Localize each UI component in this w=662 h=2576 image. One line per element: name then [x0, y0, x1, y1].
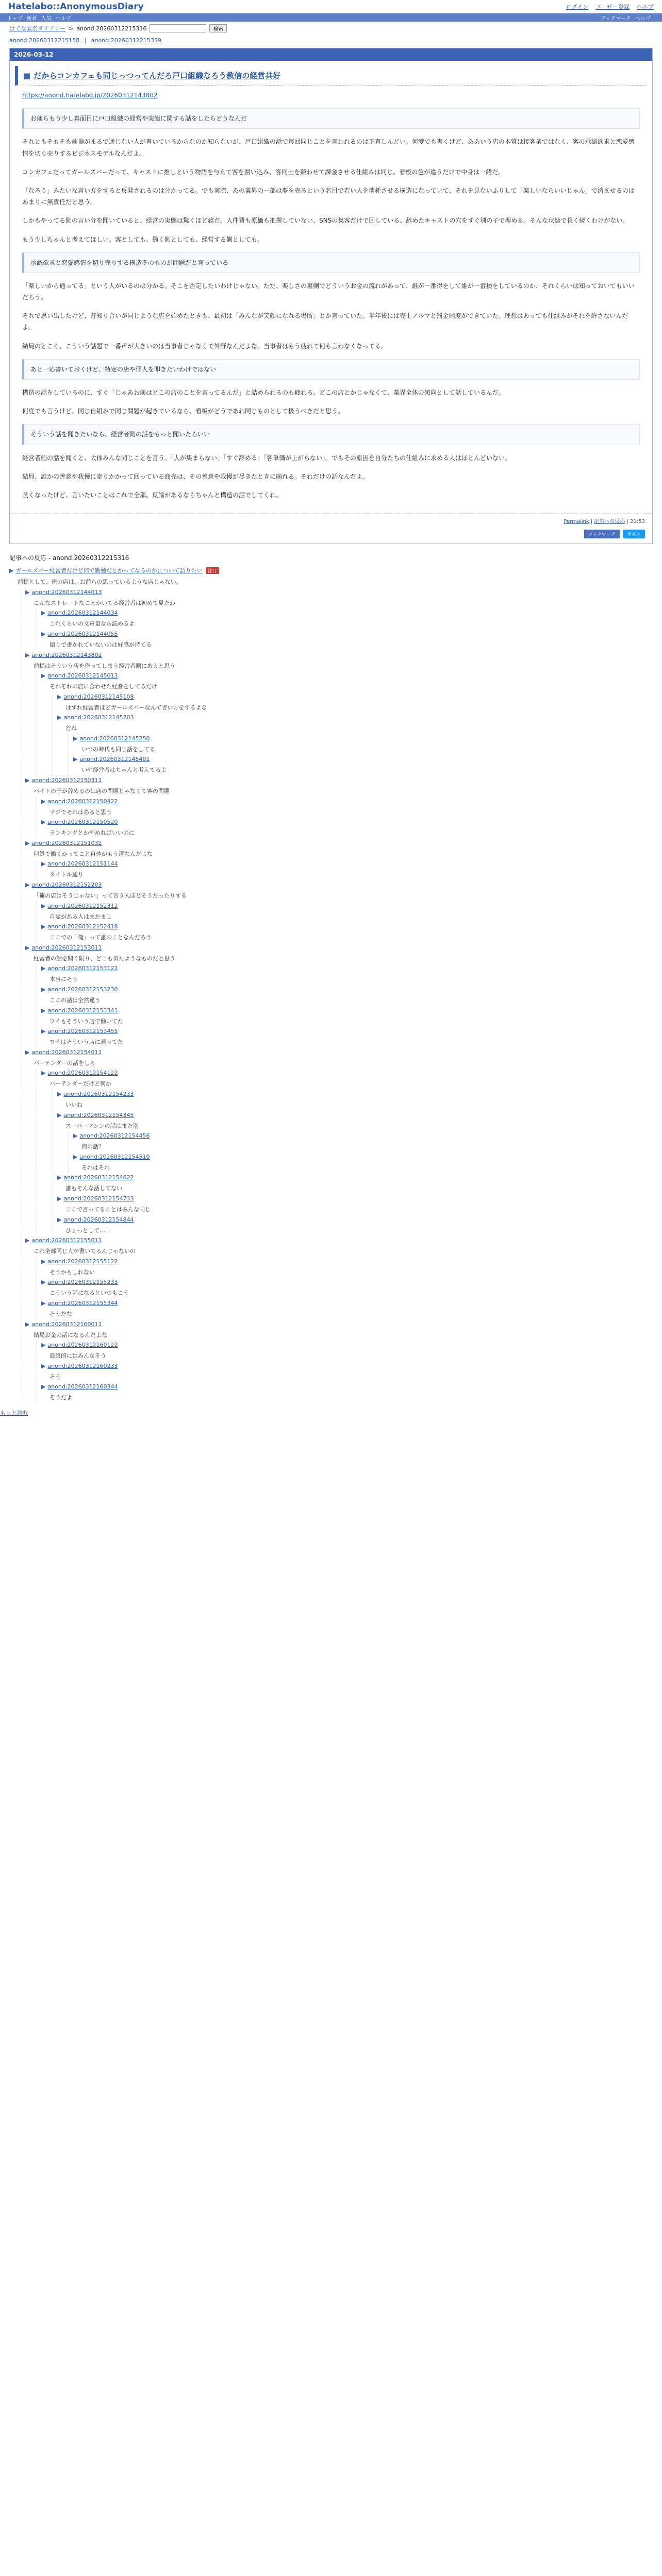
comment-body: 最終的にはみんなそう	[49, 1352, 106, 1360]
comment-header	[41, 922, 653, 932]
article-paragraph: 「楽しいから通ってる」という人がいるのは分かる。そこを否定したいわけじゃない。ただ、楽しさの裏側でどういうお金の流れがあって、誰が一番得をして誰が一番損をしているのか、それくらいは知っておいてもいいだろう。	[22, 282, 635, 301]
comment-bullet-icon: ▶	[41, 609, 46, 617]
comment-item	[41, 1278, 653, 1299]
comment-header	[25, 880, 653, 890]
comment-author-link[interactable]: anond:20260312153341	[47, 1007, 118, 1014]
comment-bullet-icon: ▶	[41, 986, 46, 993]
comment-header	[57, 1215, 653, 1225]
comment-replies	[69, 1131, 653, 1173]
comment-author-link[interactable]: anond:20260312153011	[31, 944, 102, 951]
article-paragraph: 結局のところ、こういう話題で一番声が大きいのは当事者じゃなくて外野なんだよな。当事者はもう疲れて何も言わなくなってる。	[22, 342, 388, 350]
comment-body: 偏りで書かれていないのは好感が持てる	[49, 641, 152, 648]
comment-replies	[21, 588, 653, 1403]
comment-author-link[interactable]: anond:20260312150520	[47, 819, 118, 826]
comment-item	[41, 671, 653, 776]
comment-bullet-icon: ▶	[41, 1342, 46, 1349]
nav-item-popular[interactable]: 人気	[41, 15, 52, 22]
comment-header	[25, 588, 653, 598]
comment-item	[73, 1131, 653, 1153]
comment-header	[41, 964, 653, 974]
comment-body: こんなストレートなことかいてる経営者は初めて見たわ	[34, 599, 175, 606]
comment-item	[41, 1006, 653, 1027]
comment-author-link[interactable]: anond:20260312144055	[47, 630, 118, 637]
comment-author-link[interactable]: anond:20260312152418	[47, 923, 118, 930]
comment-replies	[37, 1069, 653, 1236]
comment-header	[41, 1341, 653, 1350]
comment-author-link[interactable]: anond:20260312155233	[47, 1279, 118, 1286]
comment-bullet-icon: ▶	[41, 672, 46, 680]
top-link-register[interactable]: ユーザー登録	[595, 3, 630, 10]
comment-author-link[interactable]: anond:20260312153455	[47, 1028, 118, 1035]
comment-author-link[interactable]: anond:20260312145250	[79, 735, 150, 742]
comment-header	[25, 839, 653, 849]
comment-item	[73, 1153, 653, 1174]
comment-item	[41, 859, 653, 880]
comment-bullet-icon: ▶	[73, 735, 78, 742]
comment-replies	[53, 692, 653, 776]
comment-header	[57, 1194, 653, 1204]
article-quote-text: 承認欲求と恋愛感情を切り売りする構造そのものが問題だと言っている	[30, 259, 229, 266]
comment-bullet-icon: ▶	[73, 1132, 78, 1140]
comment-body: 何の話？	[81, 1143, 104, 1150]
comment-author-link[interactable]: anond:20260312160233	[47, 1362, 118, 1369]
entry-pager	[0, 35, 662, 48]
comment-author-link[interactable]: anond:20260312154844	[63, 1216, 134, 1223]
comment-header	[41, 608, 653, 618]
comment-item	[41, 902, 653, 923]
comment-header	[41, 1362, 653, 1371]
comment-header	[73, 734, 653, 744]
comment-body: いいね	[65, 1101, 82, 1108]
comment-header	[25, 776, 653, 786]
comment-author-link[interactable]: anond:20260312154733	[63, 1195, 134, 1202]
comment-body: ここでの「俺」って誰のことなんだろう	[49, 934, 152, 941]
comment-author-link[interactable]: anond:20260312145203	[63, 714, 134, 721]
comment-replies	[37, 797, 653, 839]
nav-right-bookmark[interactable]: ブックマーク	[600, 15, 631, 22]
comment-item	[41, 1362, 653, 1383]
comment-header	[41, 1278, 653, 1287]
comment-bullet-icon: ▶	[25, 777, 30, 784]
comment-bullet-icon: ▶	[41, 902, 46, 909]
comment-item	[57, 1090, 653, 1111]
comment-item	[25, 588, 653, 651]
comment-item	[25, 839, 653, 880]
comment-replies	[37, 1341, 653, 1403]
comment-body: ワイはそういう店に通ってた	[49, 1039, 123, 1046]
comment-item	[41, 608, 653, 630]
comment-item	[57, 1215, 653, 1236]
comment-bullet-icon: ▶	[41, 1362, 46, 1369]
comment-item	[25, 880, 653, 943]
top-link-login[interactable]: ログイン	[566, 3, 588, 10]
comment-item	[41, 630, 653, 651]
comment-replies	[37, 671, 653, 776]
comment-body: ランキングとかやめればいいのに	[49, 829, 135, 837]
article-quote	[22, 359, 640, 380]
comment-author-link[interactable]: anond:20260312145401	[79, 756, 150, 763]
comment-bullet-icon: ▶	[41, 860, 46, 868]
comment-bullet-icon: ▶	[41, 819, 46, 826]
nav-item-top[interactable]: トップ	[7, 15, 23, 22]
comment-author-link[interactable]: anond:20260312154510	[79, 1153, 150, 1160]
comment-header	[73, 755, 653, 765]
breadcrumb-separator: >	[69, 25, 74, 32]
comment-body: そう	[49, 1373, 61, 1380]
nav-right-help[interactable]: ヘルプ	[635, 15, 651, 22]
comment-author-link[interactable]: anond:20260312153122	[47, 965, 118, 972]
comment-author-link[interactable]: anond:20260312155011	[31, 1237, 102, 1244]
comment-author-link[interactable]: anond:20260312152312	[47, 902, 118, 909]
reactions-link[interactable]: 記事への反応	[594, 519, 625, 525]
comment-header	[41, 1027, 653, 1037]
comment-header	[9, 565, 653, 577]
pager-separator: |	[84, 37, 87, 44]
article-paragraph: 経営者側の話を聞くと、大体みんな同じことを言う。「人が集まらない」「すぐ辞める」「客単価が上がらない」。でもその原因を自分たちの仕組みに求める人はほとんどいない。	[22, 454, 511, 462]
search-button[interactable]: 検索	[209, 24, 227, 32]
more-comments-link[interactable]: もっと読む	[0, 1409, 28, 1416]
comment-author-link[interactable]: anond:20260312154233	[63, 1090, 134, 1097]
comment-body: そうだよ	[49, 1394, 72, 1401]
comment-author-link[interactable]: anond:20260312144013	[31, 588, 102, 596]
nav-item-help[interactable]: ヘルプ	[55, 15, 71, 22]
comment-bullet-icon: ▶	[9, 567, 14, 574]
comment-item	[41, 1341, 653, 1362]
comment-bullet-icon: ▶	[25, 651, 30, 658]
site-logo[interactable]: Hatelabo::AnonymousDiary	[8, 1, 144, 12]
comment-bullet-icon: ▶	[57, 1195, 62, 1202]
comment-header	[41, 1257, 653, 1267]
comment-header	[57, 713, 653, 723]
comment-replies	[37, 859, 653, 880]
article-paragraphs	[22, 108, 640, 501]
bookmark-share-button[interactable]: ブックマーク	[584, 530, 620, 538]
comment-body: タイトル通り	[49, 871, 84, 878]
comment-body: 前提として、俺の店は、お前らの思っているような店じゃない。	[18, 579, 182, 586]
comment-author-link[interactable]: anond:20260312154345	[63, 1111, 134, 1118]
prev-entry-link[interactable]: anond:20260312215158	[9, 37, 80, 44]
article-paragraph: 構造の話をしているのに、すぐ「じゃあお前はどこの店のことを言ってるんだ」と詰められるのも疲れる。どこの店とかじゃなくて、業界全体の傾向として話しているんだ。	[22, 389, 505, 396]
comment-bullet-icon: ▶	[57, 1090, 62, 1097]
comment-body: ひょっとして……	[65, 1227, 111, 1234]
comment-bullet-icon: ▶	[41, 1028, 46, 1035]
comment-body: これ全部同じ人が書いてるんじゃないの	[34, 1248, 136, 1255]
comment-item	[41, 985, 653, 1006]
next-entry-link[interactable]: anond:20260312215359	[91, 37, 161, 44]
article-paragraph: コンカフェだってガールズバーだって、キャストに推しという物語を与えて客を囲い込み、客同士を競わせて課金させる仕組みは同じ。看板の色が違うだけで中身は一緒だ。	[22, 168, 505, 176]
comment-body: 何処で働くかってこと自体がもう運なんだよな	[34, 850, 153, 857]
comment-author-link[interactable]: ガールズバー経営者だけど何で勤勉だとかってなるのかについて語りたい	[15, 567, 203, 574]
comment-body: いや経営者はちゃんと考えてるよ	[81, 767, 167, 774]
comment-header	[41, 1382, 653, 1392]
comment-bullet-icon: ▶	[25, 944, 30, 951]
comment-body: それはそれ	[81, 1164, 110, 1171]
comment-header	[41, 797, 653, 807]
comment-body: 本当にそう	[49, 976, 78, 983]
comment-author-link[interactable]: anond:20260312145013	[47, 672, 118, 680]
comment-author-link[interactable]: anond:20260312154456	[79, 1132, 150, 1140]
article-paragraph: 「なろう」みたいな言い方をすると反発されるのは分かってる。でも実際、あの業界の一部は夢を売るという名目で若い人を消耗させる構造になっていて、それを見ないふりして「楽しいならいいじゃん」で済ませるのはあまりに無責任だと思う。	[22, 187, 635, 206]
source-link[interactable]: https://anond.hatelabo.jp/20260312143802	[22, 92, 158, 99]
comment-item	[41, 964, 653, 985]
comment-bullet-icon: ▶	[57, 693, 62, 700]
article-quote	[22, 252, 640, 273]
permalink-link[interactable]: Permalink	[564, 519, 589, 525]
comment-bullet-icon: ▶	[41, 923, 46, 930]
comment-bullet-icon: ▶	[25, 882, 30, 889]
share-row	[10, 528, 652, 544]
comment-header	[41, 1299, 653, 1309]
article-quote-text: そういう話を聞きたいなら、経営者側の話をもっと聞いたらいい	[30, 431, 210, 438]
comment-bullet-icon: ▶	[41, 1070, 46, 1077]
comment-bullet-icon: ▶	[41, 1007, 46, 1014]
article-paragraph: しかもやってる側の言い分を聞いていると、経営の実態は驚くほど雑だ。人件費も原価も把握していない、SNSの集客だけで回している、辞めたキャストの穴をすぐ別の子で埋める。そんな状態で長く続くわけがない。	[22, 217, 629, 225]
comment-bullet-icon: ▶	[73, 756, 78, 763]
top-link-help[interactable]: ヘルプ	[637, 3, 654, 10]
comment-item	[9, 565, 653, 1403]
comment-bullet-icon: ▶	[57, 1111, 62, 1118]
comment-header	[25, 1236, 653, 1246]
comment-body: ここの話は全然違う	[49, 997, 101, 1004]
post-time: 21:53	[630, 519, 645, 525]
comment-badge: 注目	[206, 567, 219, 574]
comment-body: バイトの子が辞めるのは店の問題じゃなくて客の問題	[34, 788, 170, 795]
article-quote	[22, 108, 640, 129]
comment-item	[41, 1027, 653, 1048]
comment-author-link[interactable]: anond:20260312160122	[47, 1342, 118, 1349]
comment-bullet-icon: ▶	[41, 798, 46, 805]
comment-bullet-icon: ▶	[41, 630, 46, 637]
comment-body: ワイもそういう店で働いてた	[49, 1018, 123, 1025]
comment-item	[41, 818, 653, 839]
comment-body: それぞれの店に合わせた経営をしてるだけ	[49, 683, 157, 690]
comment-body: スーパーマシンの話はまた別	[65, 1122, 139, 1129]
comment-bullet-icon: ▶	[25, 1237, 30, 1244]
comment-author-link[interactable]: anond:20260312155344	[47, 1299, 118, 1307]
comments-more	[0, 1409, 662, 1417]
comment-bullet-icon: ▶	[41, 965, 46, 972]
comment-item	[41, 1069, 653, 1236]
comment-item	[41, 797, 653, 818]
comment-body: いつの時代も同じ話をしてる	[81, 745, 155, 753]
article-title-block	[15, 66, 647, 86]
comment-body: 結局お金の話になるんだよな	[34, 1331, 107, 1338]
comment-header	[73, 1153, 653, 1162]
article-paragraph: それで思い出したけど、昔知り合いが同じような店を始めたときも、最初は「みんなが笑顔になれる場所」とか言っていた。半年後には売上ノルマと罰金制度ができていた。理想はあっても仕組みがそれを許さないんだよ。	[22, 312, 628, 331]
comment-body: はずれ経営者ほどガールズバーなんて言い方をするよな	[65, 704, 207, 711]
comment-body: 誰もそんな話してない	[65, 1185, 122, 1192]
comment-author-link[interactable]: anond:20260312151032	[31, 839, 102, 846]
comment-header	[57, 1090, 653, 1099]
comment-bullet-icon: ▶	[57, 1174, 62, 1181]
comment-header	[25, 651, 653, 660]
comment-item	[25, 943, 653, 1048]
comment-replies	[37, 608, 653, 650]
comment-bullet-icon: ▶	[57, 714, 62, 721]
comment-author-link[interactable]: anond:20260312155122	[47, 1258, 118, 1265]
comment-bullet-icon: ▶	[41, 1258, 46, 1265]
comment-item	[25, 1048, 653, 1236]
comment-bullet-icon: ▶	[25, 588, 30, 596]
nav-bar	[0, 13, 662, 22]
article-quote-text: お前らもう少し真面目に戸口組織の経営や実態に関する話をしたらどうなんだ	[30, 115, 247, 123]
comment-header	[57, 692, 653, 702]
article-paragraph: それともそもそも前提がまるで通じない人が書いているからなのか知らないが、戸口組織の話で毎回同じことを言われるのは正直しんどい。何度でも書くけど、ああいう店の本質は接客業ではなく、客の承認欲求と恋愛感情を切り売りするビジネスモデルなんだよ。	[22, 138, 635, 157]
comment-author-link[interactable]: anond:20260312154622	[63, 1174, 134, 1181]
comment-body: 経営者の話を聞く限り、どこも似たようなものだと思う	[34, 955, 175, 962]
comment-body: 「俺の店はそうじゃない」って言う人ほどそうだったりする	[34, 892, 187, 900]
comment-body: バーテンダーの話をしろ	[34, 1059, 96, 1066]
article-paragraph: もう少しちゃんと考えてほしい。客としても、働く側としても、経営する側としても。	[22, 235, 264, 243]
nav-item-new[interactable]: 新着	[26, 15, 37, 22]
article-body	[10, 90, 652, 513]
comment-header	[41, 1069, 653, 1078]
comment-header	[25, 943, 653, 953]
comment-item	[41, 1382, 653, 1403]
article	[9, 48, 653, 544]
article-paragraph: 長くなったけど、言いたいことはこれで全部。反論があるならちゃんと構造の話でしてくれ。	[22, 491, 283, 499]
comment-author-link[interactable]: anond:20260312153230	[47, 986, 118, 993]
comment-header	[41, 985, 653, 995]
comments-tree	[9, 565, 653, 1403]
comment-body: そうだな	[49, 1310, 72, 1317]
comment-item	[57, 1173, 653, 1194]
article-title[interactable]: だからコンカフェも同じっつってんだろ戸口組織なろう教信の経営共好	[34, 71, 281, 80]
comment-bullet-icon: ▶	[25, 1320, 30, 1328]
article-footer: Permalink | 記事への反応 | 21:53	[10, 513, 652, 528]
comment-header	[41, 630, 653, 639]
comment-bullet-icon: ▶	[41, 1279, 46, 1286]
comment-item	[73, 734, 653, 755]
comment-replies	[37, 902, 653, 943]
comment-body: こういう話になるといつもこう	[49, 1290, 129, 1297]
comment-header	[57, 1111, 653, 1121]
breadcrumb-current: anond:20260312215316	[76, 25, 147, 32]
comment-author-link[interactable]: anond:20260312150422	[47, 798, 118, 805]
comment-item	[25, 1320, 653, 1403]
comment-item	[57, 1194, 653, 1215]
comment-item	[25, 1236, 653, 1319]
comment-replies	[53, 1090, 653, 1236]
article-paragraph: 何度でも言うけど、同じ仕組みで同じ問題が起きているなら、看板がどうであれ同じものとして扱うべきだと思う。	[22, 408, 344, 415]
comment-body: ここで言ってることはみんな同じ	[65, 1206, 151, 1213]
comment-body: マジでそれはあると思う	[49, 808, 112, 816]
comment-author-link[interactable]: anond:20260312160011	[31, 1320, 102, 1328]
comment-item	[25, 651, 653, 776]
comment-replies	[37, 964, 653, 1047]
comment-author-link[interactable]: anond:20260312160344	[47, 1383, 118, 1391]
comment-header	[41, 671, 653, 681]
comment-header	[73, 1131, 653, 1141]
comment-header	[25, 1048, 653, 1058]
comment-header	[41, 818, 653, 827]
breadcrumb	[0, 22, 662, 35]
comment-item	[25, 776, 653, 839]
comment-body: バーテンダーだけど何か	[49, 1080, 112, 1088]
comment-item	[41, 1257, 653, 1278]
comment-body: だね	[65, 725, 77, 732]
breadcrumb-home[interactable]: はてな匿名ダイアリー	[9, 25, 66, 32]
article-paragraph: 結局、誰かの善意や我慢に寄りかかって回っている商売は、その善意や我慢が尽きたときに崩れる。それだけの話なんだよ。	[22, 472, 369, 480]
comment-header	[41, 859, 653, 869]
comment-item	[73, 755, 653, 776]
comment-replies	[37, 1257, 653, 1320]
title-square-icon: ■	[23, 71, 31, 80]
comment-item	[41, 922, 653, 943]
tweet-share-button[interactable]: ポスト	[623, 530, 645, 538]
comment-body: 自覚がある人はまだまし	[49, 913, 112, 920]
article-quote	[22, 424, 640, 445]
comment-body: そうかもしれない	[49, 1268, 95, 1276]
comment-replies	[69, 734, 653, 776]
comment-header	[25, 1320, 653, 1330]
article-date: 2026-03-12	[10, 48, 652, 61]
comment-bullet-icon: ▶	[25, 1048, 30, 1056]
comment-item	[57, 713, 653, 776]
comment-author-link[interactable]: anond:20260312144034	[47, 609, 118, 617]
comment-author-link[interactable]: anond:20260312154122	[47, 1070, 118, 1077]
comment-bullet-icon: ▶	[73, 1153, 78, 1160]
comment-header	[57, 1173, 653, 1183]
comment-author-link[interactable]: anond:20260312154011	[31, 1048, 102, 1056]
comment-author-link[interactable]: anond:20260312152203	[31, 882, 102, 889]
comment-body: 前提はそういう店を作ってしまう経営者側にあると思う	[34, 662, 175, 669]
comment-bullet-icon: ▶	[41, 1383, 46, 1391]
comment-author-link[interactable]: anond:20260312151144	[47, 860, 118, 868]
comment-item	[57, 1111, 653, 1174]
article-quote-text: あと一応書いておくけど、特定の店や個人を叩きたいわけではない	[30, 365, 217, 373]
comment-header	[41, 1006, 653, 1016]
comments-heading: 記事への反応 - anond:20260312215316	[9, 554, 129, 562]
comment-author-link[interactable]: anond:20260312143802	[31, 651, 102, 658]
search-input[interactable]	[150, 24, 206, 32]
site-header	[0, 0, 662, 13]
comment-item	[57, 692, 653, 714]
comment-body: これくらいの文章量なら読めるよ	[49, 620, 135, 628]
comment-author-link[interactable]: anond:20260312145108	[63, 693, 134, 700]
comment-item	[41, 1299, 653, 1320]
comment-bullet-icon: ▶	[41, 1299, 46, 1307]
comment-bullet-icon: ▶	[57, 1216, 62, 1223]
comment-header	[41, 902, 653, 911]
comment-bullet-icon: ▶	[25, 839, 30, 846]
comment-author-link[interactable]: anond:20260312150311	[31, 777, 102, 784]
